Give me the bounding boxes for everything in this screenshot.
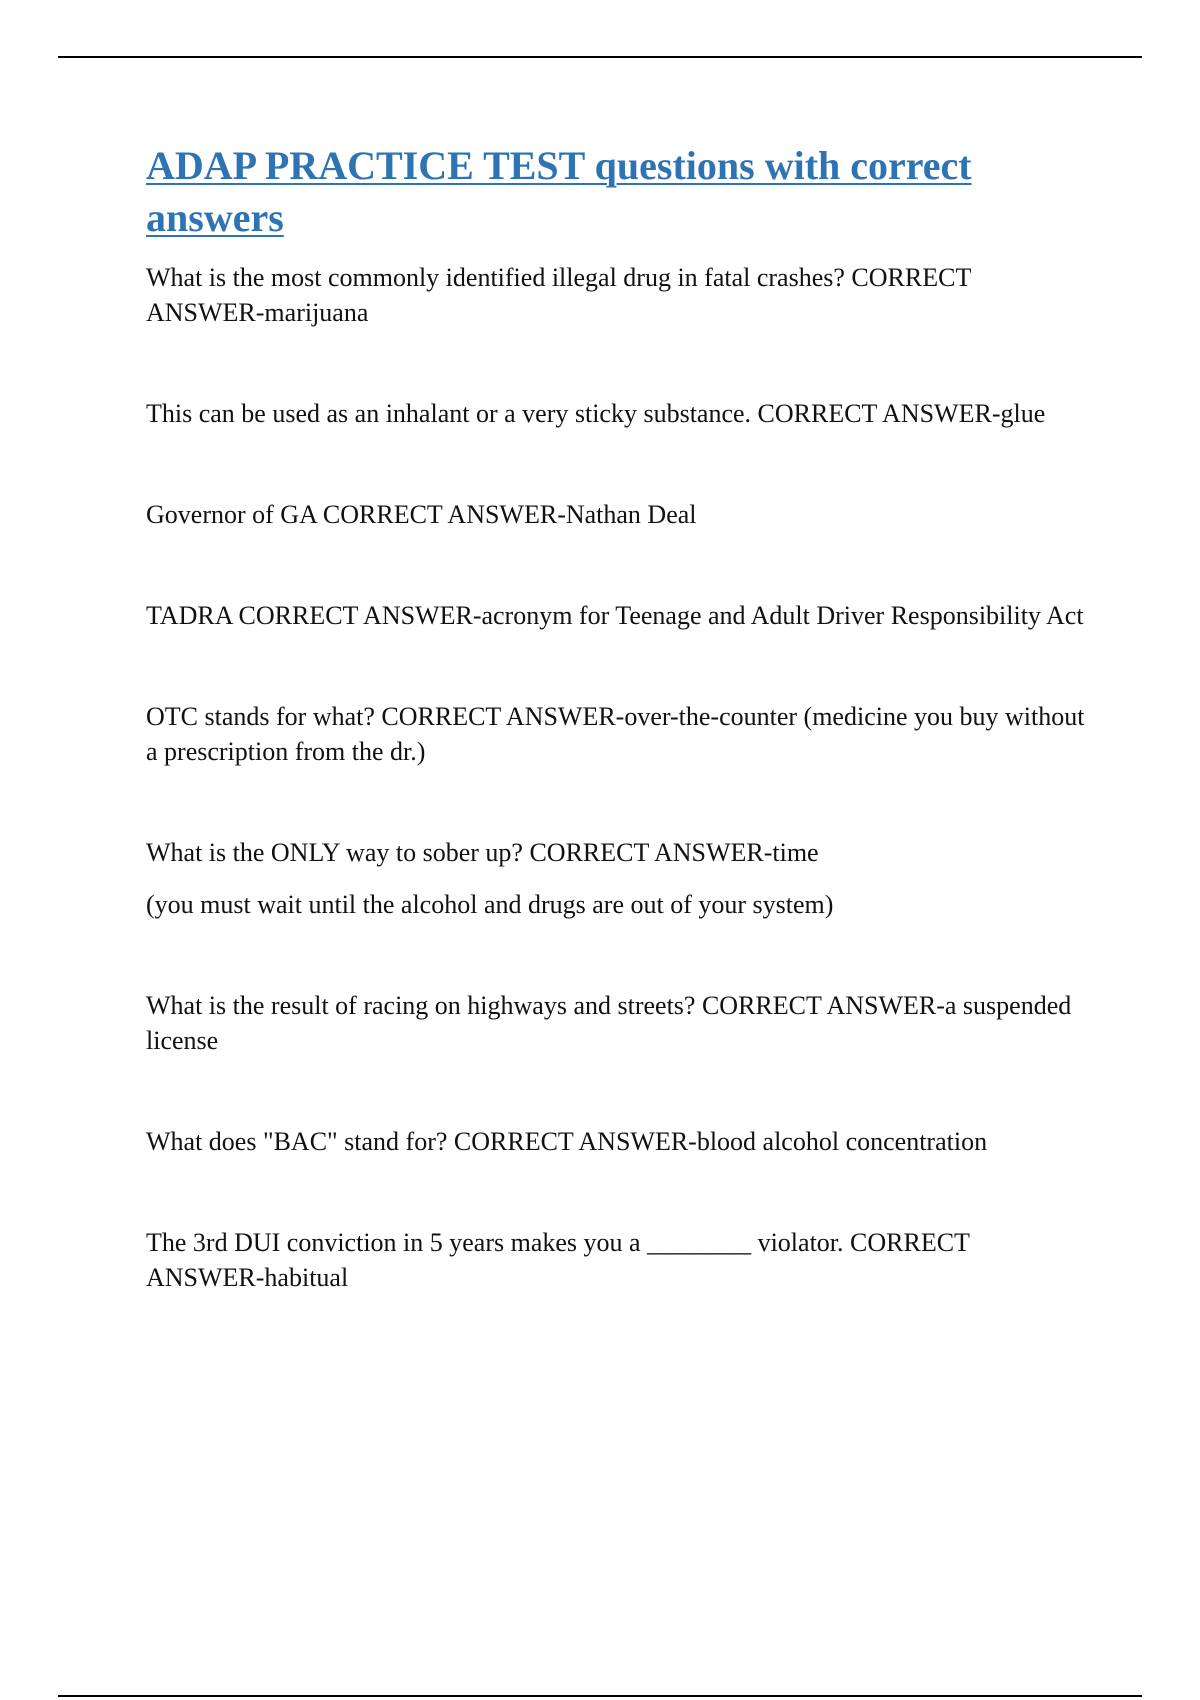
qa-text: This can be used as an inhalant or a very sticky substance. CORRECT ANSWER-glue [146, 399, 1046, 428]
qa-item [146, 598, 1086, 633]
qa-text: TADRA CORRECT ANSWER-acronym for Teenage and Adult Driver Responsibility Act [146, 601, 1084, 630]
qa-item [146, 1225, 1086, 1295]
document-body [146, 140, 1086, 1361]
qa-text: The 3rd DUI conviction in 5 years makes you a ________ violator. CORRECT ANSWER-habitual [146, 1228, 970, 1292]
qa-text: OTC stands for what? CORRECT ANSWER-over-the-counter (medicine you buy without a prescription from the dr.) [146, 702, 1085, 766]
qa-item [146, 1124, 1086, 1159]
qa-text: What does "BAC" stand for? CORRECT ANSWER-blood alcohol concentration [146, 1127, 988, 1156]
qa-text: Governor of GA CORRECT ANSWER-Nathan Deal [146, 500, 697, 529]
qa-item [146, 988, 1086, 1058]
qa-text: What is the result of racing on highways and streets? CORRECT ANSWER-a suspended license [146, 991, 1072, 1055]
header-rule [58, 56, 1142, 58]
qa-item [146, 260, 1086, 330]
qa-list [146, 260, 1086, 1295]
qa-text: What is the ONLY way to sober up? CORRECT ANSWER-time [146, 838, 819, 867]
qa-item [146, 835, 1086, 922]
qa-item [146, 699, 1086, 769]
qa-text: What is the most commonly identified illegal drug in fatal crashes? CORRECT ANSWER-marijuana [146, 263, 971, 327]
footer-rule [58, 1695, 1142, 1697]
qa-extra-text: (you must wait until the alcohol and drugs are out of your system) [146, 890, 834, 919]
document-title: ADAP PRACTICE TEST questions with correct answers [146, 143, 972, 240]
qa-item [146, 497, 1086, 532]
qa-item [146, 396, 1086, 431]
